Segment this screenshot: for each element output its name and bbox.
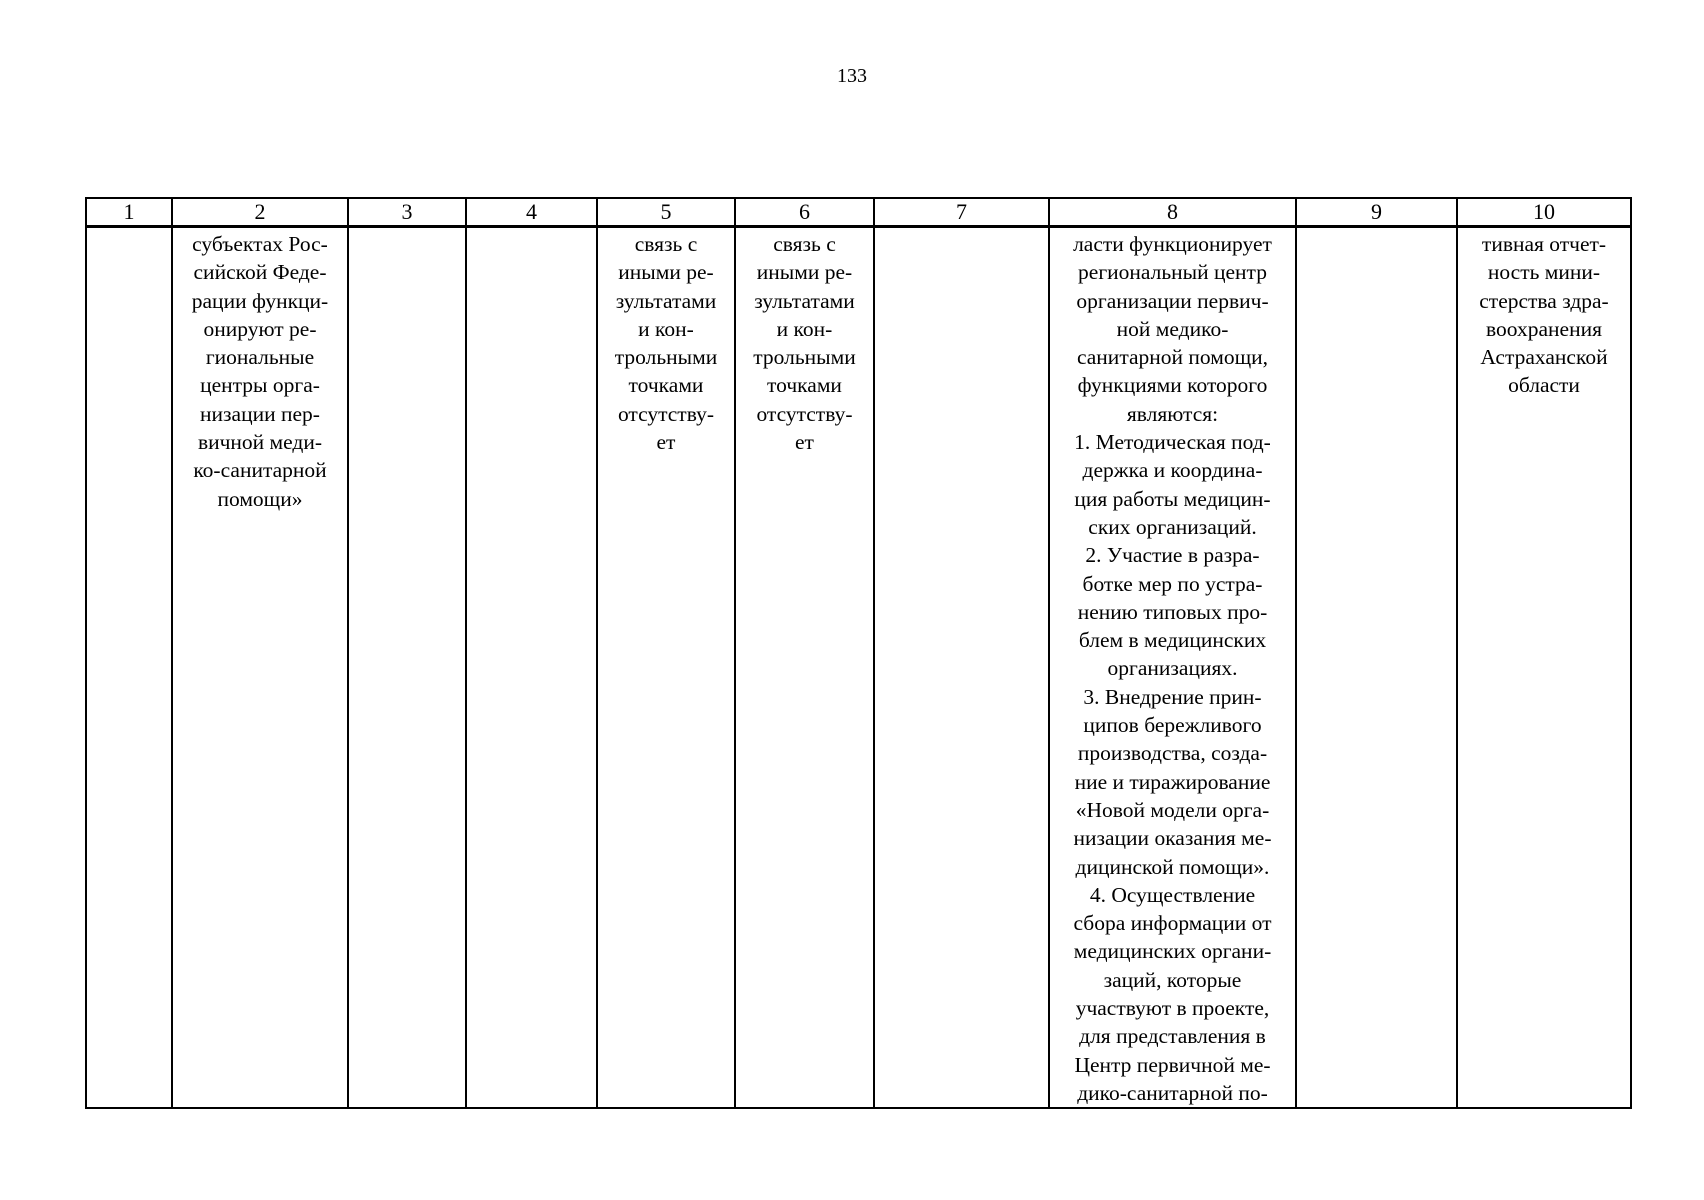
column-header-5: 5 [597,198,735,227]
table-cell-col4 [466,227,597,1109]
table-cell-col7 [874,227,1049,1109]
table-cell-col10: тивная отчет- ность мини- стерства здра- воохранения Астраханской области [1457,227,1631,1109]
document-table [85,197,1632,1109]
column-header-3: 3 [348,198,466,227]
column-header-6: 6 [735,198,874,227]
table-cell-col2: субъектах Рос- сийской Феде- рации функци- онируют ре- гиональные центры орга- низации пер- вичной меди- ко-санитарной помощи» [172,227,348,1109]
table-cell-col8: ласти функционирует региональный центр организации первич- ной медико- санитарной помощи, функциями которого являются: 1. Методическая под- держка и координа- ция работы медицин- ских организаций. 2. Участие в разра- ботке мер по устра- нению типовых про- блем в медицинских организациях. 3. Внедрение прин- ципов бережливого производства, созда- ние и тиражирование «Новой модели орга- низации оказания ме- дицинской помощи». 4. Осуществление сбора информации от медицинских органи- заций, которые участвуют в проекте, для представления в Центр первичной ме- дико-санитарной по- [1049,227,1296,1109]
table-header-row [86,198,1631,227]
column-header-9: 9 [1296,198,1457,227]
table-cell-col9 [1296,227,1457,1109]
column-header-2: 2 [172,198,348,227]
column-header-7: 7 [874,198,1049,227]
column-header-10: 10 [1457,198,1631,227]
page-number: 133 [837,65,867,87]
table-cell-col1 [86,227,172,1109]
column-header-4: 4 [466,198,597,227]
column-header-1: 1 [86,198,172,227]
table-row [86,227,1631,1109]
table-cell-col6: связь с иными ре- зультатами и кон- трольными точками отсутству- ет [735,227,874,1109]
column-header-8: 8 [1049,198,1296,227]
table-cell-col3 [348,227,466,1109]
table-cell-col5: связь с иными ре- зультатами и кон- трольными точками отсутству- ет [597,227,735,1109]
